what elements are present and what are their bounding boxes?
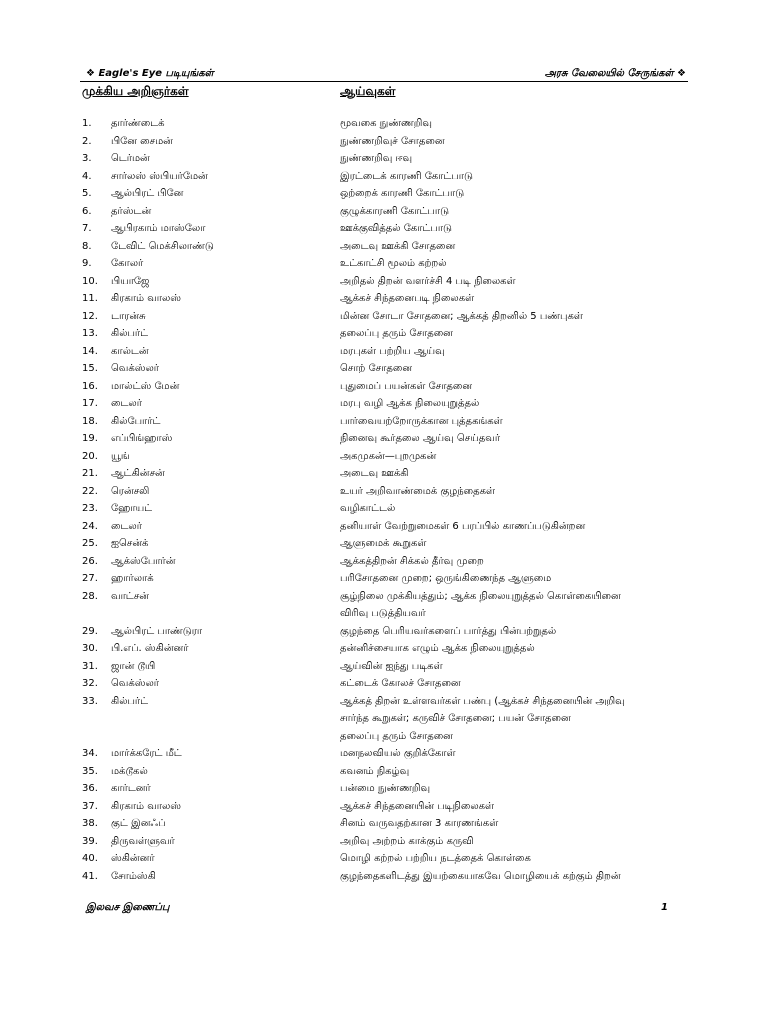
item-number: 3.: [82, 153, 92, 164]
list-item: [0, 500, 768, 518]
study-topic-line: சார்ந்த கூறுகள்; கருவிச் சோதனை; பயன் சோதனை: [340, 713, 571, 724]
scholar-name: கிரகாம் வாலஸ்: [111, 800, 182, 812]
item-number: 37.: [82, 800, 98, 812]
item-number: 14.: [82, 345, 98, 357]
study-topic: [340, 133, 700, 151]
scholar-name: கால்டன்: [111, 345, 149, 357]
item-number: 15.: [82, 363, 98, 374]
item-number: 28.: [82, 590, 98, 602]
study-topic: [340, 220, 700, 238]
study-topic-line: சொற் சோதனை: [340, 363, 413, 374]
item-number: 21.: [82, 468, 98, 479]
scholar-name: தார்ண்டைக்: [111, 118, 165, 129]
scholar-name: டைலர்: [111, 398, 142, 409]
item-number: 1.: [82, 118, 92, 129]
study-topic-line: தனியாள் வேற்றுமைகள் 6 பரப்பில் காணப்படுகின்றன: [340, 520, 586, 532]
item-number: 18.: [82, 415, 98, 427]
study-topic-line: உயர் அறிவாண்மைக் குழந்தைகள்: [340, 485, 496, 497]
scholar-name: குட் இனஃப்: [111, 818, 166, 829]
scholar-name: ஆபிரகாம் மாஸ்லோ: [111, 223, 206, 234]
study-topic: [340, 780, 700, 798]
study-topic-line: ஆக்கச் சிந்தனையின் படிநிலைகள்: [340, 800, 495, 812]
study-topic-line: கவனம் நிகழ்வு: [340, 765, 410, 777]
item-number: 22.: [82, 485, 98, 497]
study-topic: [340, 640, 700, 658]
list-item: [0, 658, 768, 676]
study-topic: [340, 168, 700, 186]
item-number: 33.: [82, 695, 98, 707]
study-topic-line: நுண்ணறிவு ஈவு: [340, 153, 413, 164]
study-topic: [340, 763, 700, 781]
list-item: [0, 133, 768, 151]
scholar-name: பி.எப். ஸ்கின்னர்: [111, 643, 189, 654]
item-number: 19.: [82, 433, 98, 444]
study-topic-line: ஊக்குவித்தல் கோட்பாடு: [340, 223, 452, 234]
scholar-name: ஆட்கின்சன்: [111, 468, 165, 479]
study-topic: [340, 378, 700, 396]
scholar-name: ஜான் டூயி: [111, 660, 156, 672]
item-number: 26.: [82, 555, 98, 567]
study-topic: [340, 255, 700, 273]
scholar-name: சார்லஸ் ஸ்பியர்மேன்: [111, 170, 208, 182]
scholar-name: வெக்ஸ்லர்: [111, 363, 160, 374]
study-topic-line: பார்வையற்றோருக்கான புத்தகங்கள்: [340, 415, 503, 427]
study-topic-line: நுண்ணறிவுச் சோதனை: [340, 135, 445, 147]
study-topic: [340, 535, 700, 553]
list-item: [0, 238, 768, 256]
study-topic-line: விரிவு படுத்தியவர்: [340, 608, 426, 619]
item-number: 10.: [82, 275, 98, 287]
study-topic-line: கட்டைக் கோலச் சோதனை: [340, 678, 461, 689]
scholar-name: தர்ஸ்டன்: [111, 205, 152, 217]
scholar-name: எப்பிங்ஹாஸ்: [111, 433, 173, 444]
study-topic-line: அடைவு ஊக்கி: [340, 468, 409, 479]
scholar-name: கோலர்: [111, 258, 144, 269]
page-number: 1: [661, 902, 668, 913]
scholar-name: ஆல்பிரட் பினே: [111, 188, 184, 199]
study-topic-line: பன்மை நுண்ணறிவு: [340, 783, 431, 794]
study-topic: [340, 850, 700, 868]
scholar-name: சோம்ஸ்கி: [111, 870, 156, 882]
study-topic-line: குழந்தை பெரியவர்களைப் பார்த்து பின்பற்றுதல்: [340, 625, 557, 637]
list-item: [0, 430, 768, 448]
study-topic-line: தலைப்பு தரும் சோதனை: [340, 730, 453, 742]
study-topic: [340, 185, 700, 203]
study-topic: [340, 588, 700, 623]
list-item: [0, 623, 768, 641]
study-topic: [340, 675, 700, 693]
study-topic: [340, 115, 700, 133]
study-topic: [340, 203, 700, 221]
study-topic: [340, 395, 700, 413]
item-number: 25.: [82, 538, 98, 549]
list-item: [0, 185, 768, 203]
list-item: [0, 360, 768, 378]
study-topic: [340, 465, 700, 483]
item-number: 29.: [82, 625, 98, 637]
study-topic: [340, 290, 700, 308]
scholar-name: ஹோயட்: [111, 503, 153, 514]
study-topic: [340, 745, 700, 763]
study-topic: [340, 623, 700, 641]
study-topic-line: மொழி கற்றல் பற்றிய நடத்தைக் கொள்கை: [340, 853, 531, 864]
footer-left-text: இலவச இணைப்பு: [86, 902, 170, 913]
scholar-name: பினே சைமன்: [111, 135, 173, 147]
scholar-name: ஆக்ஸ்போர்ன்: [111, 555, 176, 567]
item-number: 40.: [82, 853, 98, 864]
scholar-name: ஹார்லாக்: [111, 573, 154, 584]
study-topic: [340, 273, 700, 291]
study-topic-line: குழந்தைகளிடத்து இயற்கையாகவே மொழியைக் கற்கும் திறன்: [340, 870, 621, 882]
scholar-name: திருவள்ளுவர்: [111, 835, 175, 847]
study-topic: [340, 500, 700, 518]
study-topic-line: மின்ன சோடா சோதனை; ஆக்கத் திறனில் 5 பண்புகள்: [340, 310, 583, 322]
list-item: [0, 553, 768, 571]
study-topic: [340, 798, 700, 816]
study-topic: [340, 815, 700, 833]
study-topic-line: தன்னிச்சையாக எழும் ஆக்க நிலையுறுத்தல்: [340, 643, 535, 654]
item-number: 36.: [82, 783, 98, 794]
study-topic-line: மனநலவியல் குறிக்கோள்: [340, 748, 456, 759]
list-item: [0, 448, 768, 466]
item-number: 8.: [82, 240, 92, 252]
list-item: [0, 535, 768, 553]
study-topic-line: சினம் வருவதற்கான 3 காரணங்கள்: [340, 818, 499, 829]
scholar-name: யூங்: [111, 450, 130, 462]
study-topic: [340, 308, 700, 326]
item-number: 39.: [82, 835, 98, 847]
scholar-name: கில்போர்ட்: [111, 415, 161, 427]
scholar-name: ஆல்பிரட் பாண்டுரா: [111, 625, 203, 637]
study-topic: [340, 430, 700, 448]
scholar-name: டைலர்: [111, 520, 142, 532]
study-topic: [340, 150, 700, 168]
study-topic: [340, 868, 700, 886]
item-number: 11.: [82, 293, 98, 304]
list-item: [0, 868, 768, 886]
study-topic-line: அறிதல் திறன் வளர்ச்சி 4 படி நிலைகள்: [340, 275, 516, 287]
list-item: [0, 343, 768, 361]
study-topic-line: ஆக்கச் சிந்தனைபடி நிலைகள்: [340, 293, 475, 304]
study-topic: [340, 238, 700, 256]
study-topic-line: இரட்டைக் காரணி கோட்பாடு: [340, 170, 473, 182]
item-number: 7.: [82, 223, 92, 234]
study-topic: [340, 325, 700, 343]
item-number: 6.: [82, 205, 92, 217]
item-number: 5.: [82, 188, 92, 199]
list-item: [0, 518, 768, 536]
scholar-name: டேவிட் மெக்சிலாண்டு: [111, 240, 214, 252]
study-topic: [340, 693, 700, 746]
column-heading-scholars: முக்கிய அறிஞர்கள்: [82, 84, 189, 98]
scholar-name: கில்பர்ட்: [111, 695, 149, 707]
scholar-name: ஸ்கின்னர்: [111, 853, 155, 864]
list-item: [0, 465, 768, 483]
study-topic: [340, 483, 700, 501]
list-item: [0, 378, 768, 396]
item-number: 31.: [82, 660, 98, 672]
study-topic-line: அகமுகன்—புறமுகன்: [340, 450, 437, 462]
study-topic: [340, 518, 700, 536]
page-footer: [86, 902, 668, 914]
study-topic: [340, 413, 700, 431]
list-item: [0, 168, 768, 186]
scholar-name: டாரன்சு: [111, 310, 146, 322]
scholar-name: பியாஜே: [111, 275, 150, 287]
list-item: [0, 325, 768, 343]
scholar-name: மால்ட்ஸ் மேன்: [111, 380, 180, 392]
list-item: [0, 798, 768, 816]
item-number: 38.: [82, 818, 98, 829]
list-item: [0, 203, 768, 221]
list-item: [0, 815, 768, 833]
list-item: [0, 255, 768, 273]
item-number: 13.: [82, 328, 98, 339]
study-topic: [340, 360, 700, 378]
list-item: [0, 150, 768, 168]
item-number: 34.: [82, 748, 98, 759]
study-topic: [340, 570, 700, 588]
item-number: 20.: [82, 450, 98, 462]
item-number: 16.: [82, 380, 98, 392]
item-number: 23.: [82, 503, 98, 514]
study-topic-line: நினைவு கூர்தலை ஆய்வு செய்தவர்: [340, 433, 501, 444]
item-number: 17.: [82, 398, 98, 409]
list-item: [0, 850, 768, 868]
item-number: 32.: [82, 678, 98, 689]
list-item: [0, 640, 768, 658]
study-topic-line: ஆக்கத்திறன் சிக்கல் தீர்வு முறை: [340, 555, 484, 567]
header-rule: [80, 81, 688, 82]
column-heading-studies: ஆய்வுகள்: [340, 84, 396, 98]
list-item: [0, 693, 768, 746]
study-topic-line: ஆளுமைக் கூறுகள்: [340, 538, 427, 549]
list-item: [0, 570, 768, 588]
study-topic-line: அடைவு ஊக்கி சோதனை: [340, 240, 456, 252]
item-number: 9.: [82, 258, 92, 269]
study-topic: [340, 658, 700, 676]
scholar-name: மக்டூகல்: [111, 765, 148, 777]
scholar-name: மார்க்கரேட் மீட்: [111, 748, 182, 759]
scholar-name: ரென்சலி: [111, 485, 150, 497]
scholar-name: கில்பர்ட்: [111, 328, 149, 339]
list-item: [0, 395, 768, 413]
scholar-name: டெர்மன்: [111, 153, 150, 164]
study-topic-line: பரிசோதனை முறை; ஒருங்கிணைந்த ஆளுமை: [340, 573, 552, 584]
list-item: [0, 308, 768, 326]
list-item: [0, 745, 768, 763]
item-number: 35.: [82, 765, 98, 777]
scholar-name: வாட்சன்: [111, 590, 149, 602]
scholar-name: கிரகாம் வாலஸ்: [111, 293, 182, 304]
list-item: [0, 588, 768, 623]
list-item: [0, 115, 768, 133]
list-item: [0, 220, 768, 238]
list-item: [0, 483, 768, 501]
study-topic-line: உட்காட்சி மூலம் கற்றல்: [340, 258, 447, 269]
study-topic-line: மூவகை நுண்ணறிவு: [340, 118, 432, 129]
list-item: [0, 675, 768, 693]
item-number: 30.: [82, 643, 98, 654]
study-topic-line: வழிகாட்டல்: [340, 503, 396, 514]
study-topic-line: மரபுகள் பற்றிய ஆய்வு: [340, 345, 445, 357]
study-topic: [340, 833, 700, 851]
study-topic-line: மரபு வழி ஆக்க நிலையுறுத்தல்: [340, 398, 480, 409]
item-number: 12.: [82, 310, 98, 322]
scholar-name: கார்டனர்: [111, 783, 151, 794]
study-topic-line: ஒற்றைக் காரணி கோட்பாடு: [340, 188, 465, 199]
study-topic: [340, 448, 700, 466]
header-left-text: ❖ Eagle's Eye படியுங்கள்: [86, 68, 214, 79]
item-number: 27.: [82, 573, 98, 584]
study-topic-line: ஆய்வின் ஐந்து படிகள்: [340, 660, 443, 672]
study-topic-line: தலைப்பு தரும் சோதனை: [340, 328, 453, 339]
list-item: [0, 763, 768, 781]
list-item: [0, 273, 768, 291]
list-item: [0, 833, 768, 851]
scholar-name: ஐசென்க்: [111, 538, 149, 549]
list-item: [0, 780, 768, 798]
scholar-name: வெக்ஸ்லர்: [111, 678, 160, 689]
item-number: 24.: [82, 520, 98, 532]
study-topic-line: அறிவு அற்றம் காக்கும் கருவி: [340, 835, 474, 847]
item-number: 41.: [82, 870, 98, 882]
list-item: [0, 413, 768, 431]
scholar-list: [0, 115, 768, 885]
study-topic-line: புதுமைப் பயன்கள் சோதனை: [340, 380, 473, 392]
study-topic-line: ஆக்கத் திறன் உள்ளவர்கள் பண்பு (ஆக்கச் சிந்தனையின் அறிவு: [340, 695, 625, 707]
list-item: [0, 290, 768, 308]
study-topic-line: குழுக்காரணி கோட்பாடு: [340, 205, 450, 217]
item-number: 2.: [82, 135, 92, 147]
study-topic: [340, 343, 700, 361]
study-topic-line: சூழ்நிலை முக்கியத்தும்; ஆக்க நிலையுறுத்தல் கொள்கையினை: [340, 590, 621, 602]
header-right-text: அரசு வேலையில் சேருங்கள் ❖: [544, 68, 686, 79]
item-number: 4.: [82, 170, 92, 182]
study-topic: [340, 553, 700, 571]
